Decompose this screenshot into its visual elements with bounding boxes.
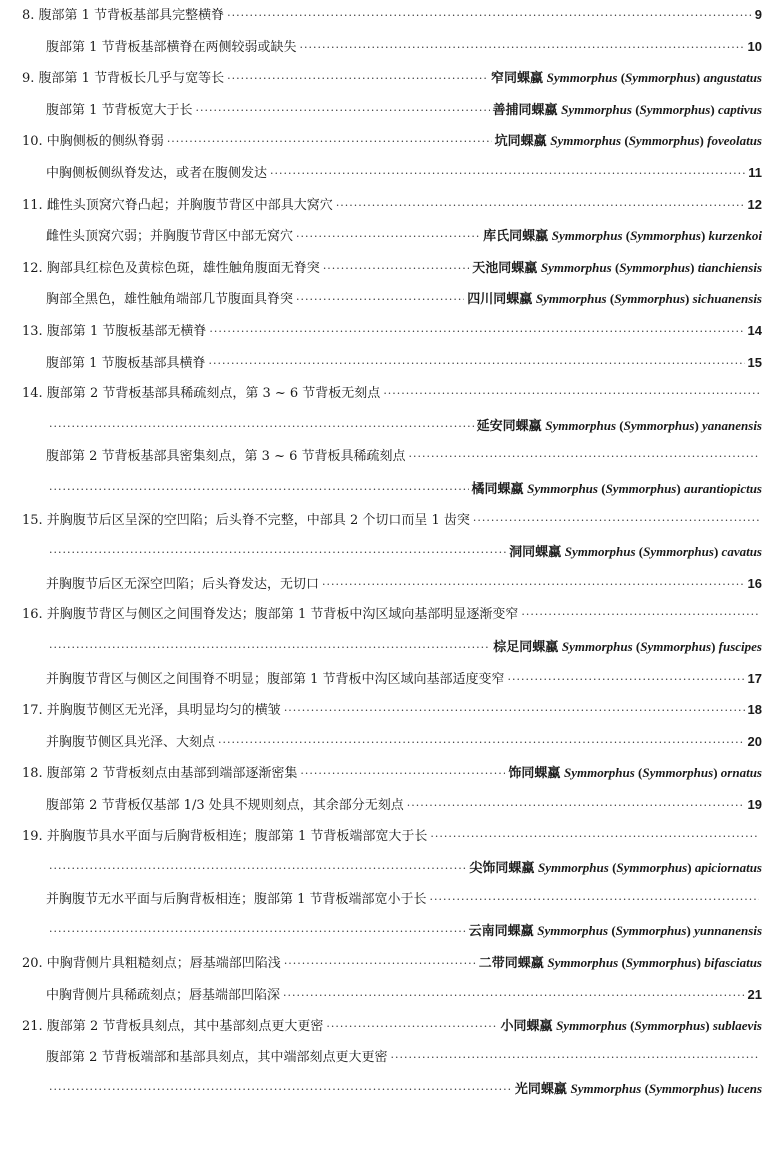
species-chinese-name: 善捕同蜾蠃	[492, 101, 562, 117]
key-couplet-lead	[22, 701, 762, 719]
couplet-text: 腹部第 1 节背板基部横脊在两侧较弱或缺失	[46, 39, 297, 55]
species-chinese-name: 四川同蜾蠃	[467, 291, 536, 307]
couplet-text: 中胸侧板侧纵脊发达，或者在腹侧发达	[46, 166, 268, 181]
key-couplet-alternative	[46, 986, 762, 1004]
leader-dots	[473, 512, 759, 530]
leader-dots	[49, 481, 469, 499]
key-couplet-lead	[22, 322, 762, 340]
couplet-text: 18. 腹部第 2 节背板刻点由基部到端部逐渐密集	[22, 766, 298, 782]
key-couplet-lead	[22, 512, 762, 530]
goto-couplet-number: 11	[748, 165, 762, 180]
species-chinese-name: 天池同蜾蠃	[472, 259, 541, 275]
leader-dots	[167, 133, 492, 151]
key-couplet-lead	[22, 196, 762, 214]
key-couplet-alternative	[46, 575, 762, 593]
leader-dots	[409, 448, 760, 466]
couplet-text: 并胸腹节背区与侧区之间围脊不明显；腹部第 1 节背板中沟区域向基部适度变窄	[46, 671, 505, 687]
couplet-text: 10. 中胸侧板的侧纵脊弱	[22, 134, 164, 150]
goto-couplet-number: 9	[754, 7, 762, 22]
key-couplet-lead	[22, 385, 762, 403]
couplet-text: 9. 腹部第 1 节背板长几乎与宽等长	[22, 71, 225, 87]
species-chinese-name: 棕足同蜾蠃	[493, 639, 562, 654]
species-scientific-name: Symmorphus (Symmorphus) bifasciatus	[547, 955, 762, 970]
leader-dots	[323, 260, 469, 278]
species-chinese-name: 橘同蜾蠃	[471, 481, 528, 496]
key-couplet-lead	[22, 132, 762, 150]
species-chinese-name: 光同蜾蠃	[514, 1081, 571, 1097]
species-name	[515, 1080, 762, 1098]
leader-dots	[326, 1018, 497, 1036]
leader-dots	[508, 671, 745, 689]
species-name	[509, 543, 762, 561]
leader-dots	[300, 765, 505, 783]
leader-dots	[391, 1049, 759, 1067]
leader-dots	[209, 355, 745, 373]
species-scientific-name: Symmorphus (Symmorphus) lucens	[570, 1081, 762, 1097]
key-couplet-alternative	[46, 1049, 762, 1067]
leader-dots	[336, 197, 745, 215]
goto-couplet-number: 10	[747, 38, 762, 54]
leader-dots	[49, 923, 466, 941]
key-couplet-alternative	[46, 101, 762, 119]
leader-dots	[49, 544, 506, 562]
leader-dots	[284, 955, 476, 973]
leader-dots	[49, 1081, 512, 1099]
species-chinese-name: 尖饰同蜾蠃	[469, 860, 538, 876]
goto-couplet-number: 14	[747, 323, 762, 338]
leader-dots	[407, 797, 745, 815]
leader-dots	[296, 291, 464, 309]
key-couplet-alternative	[46, 164, 762, 182]
species-chinese-name: 坑同蜾蠃	[494, 133, 551, 149]
couplet-text: 15. 并胸腹节后区呈深的空凹陷；后头脊不完整，中部具 2 个切口而呈 1 齿突	[22, 512, 470, 528]
species-scientific-name: Symmorphus (Symmorphus) angustatus	[546, 70, 762, 86]
species-name	[493, 638, 762, 656]
leader-dots	[300, 39, 745, 57]
species-scientific-name: Symmorphus (Symmorphus) foveolatus	[550, 133, 762, 149]
species-name	[500, 1017, 762, 1035]
leader-dots	[322, 576, 745, 594]
couplet-text: 并胸腹节无水平面与后胸背板相连；腹部第 1 节背板端部宽小于长	[46, 891, 427, 907]
goto-couplet-number: 20	[747, 733, 762, 749]
species-name	[483, 227, 762, 245]
species-scientific-name: Symmorphus (Symmorphus) captivus	[561, 101, 762, 117]
couplet-text: 20. 中胸背侧片具粗糙刻点；唇基端部凹陷浅	[22, 956, 281, 971]
leader-dots	[383, 385, 759, 403]
goto-couplet-number: 17	[747, 670, 762, 686]
couplet-text: 并胸腹节后区无深空凹陷；后头脊发达，无切口	[46, 576, 320, 592]
species-scientific-name: Symmorphus (Symmorphus) tianchiensis	[540, 259, 762, 275]
leader-dots	[227, 7, 752, 25]
key-couplet-alternative	[46, 290, 762, 308]
key-continuation-line	[46, 417, 762, 435]
species-chinese-name: 二带同蜾蠃	[478, 955, 548, 970]
species-chinese-name: 洞同蜾蠃	[509, 544, 565, 560]
couplet-text: 17. 并胸腹节侧区无光泽，具明显均匀的横皱	[22, 703, 281, 719]
species-scientific-name: Symmorphus (Symmorphus) ornatus	[563, 765, 762, 781]
leader-dots	[430, 828, 759, 846]
key-couplet-lead	[22, 1017, 762, 1035]
couplet-text: 19. 并胸腹节具水平面与后胸背板相连；腹部第 1 节背板端部宽大于长	[22, 828, 428, 844]
leader-dots	[196, 102, 490, 120]
leader-dots	[521, 606, 759, 624]
species-chinese-name: 延安同蜾蠃	[476, 417, 546, 433]
couplet-text: 腹部第 2 节背板基部具密集刻点，第 3 ~ 6 节背板具稀疏刻点	[46, 449, 406, 465]
key-couplet-alternative	[46, 733, 762, 751]
species-name	[467, 290, 762, 308]
goto-couplet-number: 12	[747, 196, 762, 212]
leader-dots	[49, 860, 466, 878]
key-couplet-lead	[22, 6, 762, 24]
key-continuation-line	[46, 543, 762, 561]
species-name	[472, 259, 762, 277]
couplet-text: 雌性头顶窝穴弱；并胸腹节背区中部无窝穴	[46, 229, 294, 245]
leader-dots	[49, 639, 490, 657]
species-name	[472, 480, 762, 498]
couplet-text: 11. 雌性头顶窝穴脊凸起；并胸腹节背区中部具大窝穴	[22, 197, 333, 213]
species-name	[477, 417, 762, 435]
species-name	[508, 764, 762, 782]
leader-dots	[270, 165, 745, 183]
couplet-text: 16. 并胸腹节背区与侧区之间围脊发达；腹部第 1 节背板中沟区域向基部明显逐渐变窄	[22, 607, 519, 623]
key-couplet-lead	[22, 606, 762, 624]
species-name	[493, 101, 763, 119]
key-couplet-alternative	[46, 796, 762, 814]
leader-dots	[49, 418, 474, 436]
species-name	[469, 922, 762, 940]
species-scientific-name: Symmorphus (Symmorphus) aurantiopictus	[527, 481, 762, 496]
couplet-text: 21. 腹部第 2 节背板具刻点，其中基部刻点更大更密	[22, 1019, 324, 1035]
species-scientific-name: Symmorphus (Symmorphus) yunnanensis	[537, 923, 762, 939]
species-chinese-name: 小同蜾蠃	[500, 1018, 557, 1034]
key-continuation-line	[46, 480, 762, 498]
goto-couplet-number: 21	[747, 986, 762, 1002]
key-continuation-line	[46, 1080, 762, 1098]
species-scientific-name: Symmorphus (Symmorphus) yananensis	[545, 417, 762, 433]
key-couplet-lead	[22, 69, 762, 87]
species-name	[469, 859, 762, 877]
species-chinese-name: 云南同蜾蠃	[468, 923, 538, 939]
couplet-text: 腹部第 1 节背板宽大于长	[46, 102, 193, 118]
leader-dots	[283, 987, 745, 1005]
goto-couplet-number: 16	[747, 575, 762, 591]
species-scientific-name: Symmorphus (Symmorphus) sublaevis	[556, 1018, 762, 1034]
species-chinese-name: 窄同蜾蠃	[491, 70, 547, 86]
species-chinese-name: 饰同蜾蠃	[508, 765, 564, 781]
goto-couplet-number: 18	[747, 702, 762, 718]
key-continuation-line	[46, 638, 762, 656]
species-chinese-name: 库氏同蜾蠃	[483, 228, 552, 244]
couplet-text: 腹部第 2 节背板仅基部 1/3 处具不规则刻点，其余部分无刻点	[46, 798, 404, 813]
leader-dots	[218, 734, 745, 752]
leader-dots	[296, 228, 480, 246]
key-couplet-lead	[22, 954, 762, 972]
key-couplet-alternative	[46, 38, 762, 56]
couplet-text: 中胸背侧片具稀疏刻点；唇基端部凹陷深	[46, 987, 281, 1003]
key-couplet-alternative	[46, 448, 762, 466]
species-name	[495, 132, 762, 150]
species-scientific-name: Symmorphus (Symmorphus) kurzenkoi	[551, 228, 762, 244]
couplet-text: 胸部全黑色，雄性触角端部几节腹面具脊突	[46, 292, 294, 308]
key-couplet-alternative	[46, 354, 762, 372]
key-continuation-line	[46, 922, 762, 940]
key-couplet-alternative	[46, 227, 762, 245]
species-scientific-name: Symmorphus (Symmorphus) cavatus	[564, 544, 762, 560]
leader-dots	[209, 323, 744, 341]
leader-dots	[284, 702, 745, 720]
leader-dots	[227, 70, 488, 88]
couplet-text: 并胸腹节侧区具光泽、大刻点	[46, 734, 216, 750]
couplet-text: 12. 胸部具红棕色及黄棕色斑，雄性触角腹面无脊突	[22, 260, 320, 276]
species-name	[479, 954, 762, 972]
species-scientific-name: Symmorphus (Symmorphus) apiciornatus	[538, 860, 762, 876]
couplet-text: 8. 腹部第 1 节背板基部具完整横脊	[22, 8, 225, 23]
key-couplet-alternative	[46, 891, 762, 909]
species-scientific-name: Symmorphus (Symmorphus) fuscipes	[561, 639, 762, 654]
key-couplet-alternative	[46, 670, 762, 688]
key-couplet-lead	[22, 259, 762, 277]
couplet-text: 腹部第 2 节背板端部和基部具刻点，其中端部刻点更大更密	[46, 1049, 388, 1065]
couplet-text: 13. 腹部第 1 节腹板基部无横脊	[22, 324, 207, 339]
species-name	[491, 69, 762, 87]
couplet-text: 腹部第 1 节腹板基部具横脊	[46, 355, 206, 371]
couplet-text: 14. 腹部第 2 节背板基部具稀疏刻点，第 3 ~ 6 节背板无刻点	[22, 386, 381, 402]
key-continuation-line	[46, 859, 762, 877]
species-scientific-name: Symmorphus (Symmorphus) sichuanensis	[535, 291, 762, 307]
key-couplet-lead	[22, 764, 762, 782]
goto-couplet-number: 19	[747, 797, 762, 812]
leader-dots	[430, 891, 759, 909]
goto-couplet-number: 15	[747, 354, 762, 370]
key-couplet-lead	[22, 828, 762, 846]
